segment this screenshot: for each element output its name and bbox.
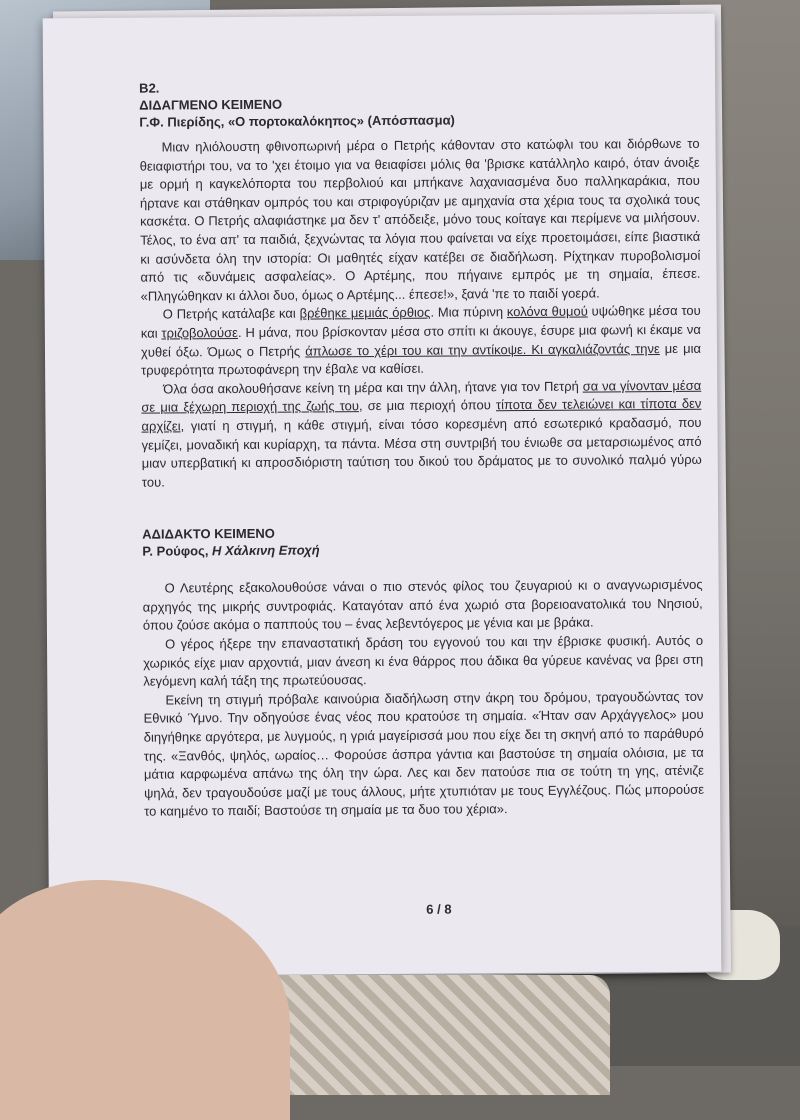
unseen-paragraph-2: Ο γέρος ήξερε την επαναστατική δράση του εγγονού του και την έβρισκε φυσική. Αυτός ο χωρικός είχε μιαν αρχοντιά, μιαν άνεση κι ένα θάρρος που άδικα θα γύρευε κανένας να βρει στη λεγόμενη καλή τάξη της πρωτεύουσας. <box>143 632 704 689</box>
taught-paragraph-3: Όλα όσα ακολουθήσανε κείνη τη μέρα και την άλλη, ήτανε για τον Πετρή σα να γίνονταν μέσα σε μια ξέχωρη περιοχή της ζωής του, σε μια περιοχή όπου τίποτα δεν τελειώνει και τίποτα δεν αρχίζει, γιατί η στιγμή, η κάθε στιγμή, είναι τόσο κορεσμένη από εσωτερικό κραδασμό, που γεμίζει, μοναδική και κυρίαρχη, τα πάντα. Μέσα στη συντριβή του ένιωθε σα μεταρσιωμένος από μιαν υπερβατική κι απροσδιόριστη ταύτιση του δικού του δράματος με το συνολικό παλμό γύρω του. <box>141 377 702 490</box>
unseen-paragraph-3: Εκείνη τη στιγμή πρόβαλε καινούρια διαδήλωση στην άκρη του δρόμου, τραγουδώντας τον Εθνικό Ύμνο. Την οδηγούσε ένας νέος που κρατούσε τη σημαία. «Ήταν σαν Αρχάγγελος» μου διηγήθηκε αργότερα, με λυγμούς, η γριά μαγείρισσά μου που είχε δει τη σκηνή από το παράθυρό της. «Ξανθός, ψηλός, ωραίος… Φορούσε άσπρα γάντια και βαστούσε τη σημαία ολόισια, με τα μάτια καρφωμένα απάνω της όλη την ώρα. Λες και δεν πατούσε πια σε τούτη τη γης, ατένιζε ψηλά, δεν τραγουδούσε μαζί με τους άλλους, μήτε χτυπιόταν με τους Εγγλέζους. Πώς μπορούσε το καημένο το παιδί; Βαστούσε τη σημαία με τα δυο του χέρια». <box>143 688 705 820</box>
background-sleeve <box>250 975 610 1095</box>
taught-paragraph-1: Μιαν ηλιόλουστη φθινοπωρινή μέρα ο Πετρής κάθονταν στο κατώφλι του και διόρθωνε το θειαφιστήρι του, να το 'χει έτοιμο για να θειαφίσει μόλις θα 'βρισκε κατάλληλο καιρό, όταν άνοιξε με ορμή η καγκελόπορτα του περβολιού και μπήκανε λαχανιασμένα δυο παλληκαράκια, που ήρτανε και στάθηκαν ομπρός του και στριφογύριζαν με αμηχανία στα χέρια τους τα σχολικά τους κασκέτα. Ο Πετρής αλαφιάστηκε μα δεν τ' απόδειξε, μόνο τους κοίταγε και περίμενε να μιλήσουν. Τέλος, το ένα απ' τα παιδιά, ξεχνώντας τα λόγια που φαίνεται να είχε προετοιμάσει, είπε βιαστικά κι ασύνδετα όλη την ιστορία: Οι μαθητές είχαν κατέβει σε διαδήλωση. Ρίχτηκαν πυροβολισμοί από τις «δυνάμεις ασφαλείας». Ο Αρτέμης, που πήγαινε εμπρός με τη σημαία, έπεσε. «Πληγώθηκαν κι άλλοι δυο, όμως ο Αρτέμης... έπεσε!», ξανά 'πε το παιδί γοερά. <box>139 135 701 304</box>
unseen-paragraph-1: Ο Λευτέρης εξακολουθούσε νάναι ο πιο στενός φίλος του ζευγαριού κι ο αναγνωρισμένος αρχηγός της μικρής συντροφιάς. Καταγόταν από ένα χωριό στα βορειοανατολικά του Νησιού, όπου ζούσε ακόμα ο παππούς του – ένας λεβεντόγερος με γένια και με βράκα. <box>142 577 703 634</box>
underline-5: σα να γίνονταν μέσα σε μια ξέχωρη περιοχή της ζωής του <box>141 377 702 415</box>
unseen-work: Η Χάλκινη Εποχή <box>211 542 320 559</box>
page-content <box>139 76 704 822</box>
page-number: 6 / 8 <box>426 901 452 917</box>
section-title: ΔΙΔΑΓΜΕΝΟ ΚΕΙΜΕΝΟ <box>139 96 283 113</box>
underline-4: άπλωσε το χέρι του και την αντίκοψε. Κι αγκαλιάζοντάς τηνε <box>305 340 660 359</box>
unseen-title: ΑΔΙΔΑΚΤΟ ΚΕΙΜΕΝΟ <box>142 526 275 542</box>
underline-6: τίποτα δεν τελειώνει και τίποτα δεν αρχίζει <box>141 396 702 434</box>
section-number: B2. <box>139 80 160 96</box>
underline-3: τριζοβολούσε <box>161 324 238 341</box>
taught-paragraph-2: Ο Πετρής κατάλαβε και βρέθηκε μεμιάς όρθιος. Μια πύρινη κολόνα θυμού υψώθηκε μέσα του και τριζοβολούσε. Η μάνα, που βρίσκονταν μέσα στο σπίτι κι άκουγε, έσυρε μια φωνή κι έκαμε να χυθεί όξω. Όμως ο Πετρής άπλωσε το χέρι του και την αντίκοψε. Κι αγκαλιάζοντάς τηνε με μια τρυφερότητα πρωτοφάνερη την έβαλε να καθίσει. <box>140 303 702 378</box>
exam-page <box>43 14 722 977</box>
underline-2: κολόνα θυμού <box>506 303 588 320</box>
unseen-author: Ρ. Ρούφος, Η Χάλκινη Εποχή <box>142 542 320 559</box>
underline-1: βρέθηκε μεμιάς όρθιος <box>299 305 431 321</box>
author-work: Γ.Φ. Πιερίδης, «Ο πορτοκαλόκηπος» (Απόσπασμα) <box>139 112 455 130</box>
